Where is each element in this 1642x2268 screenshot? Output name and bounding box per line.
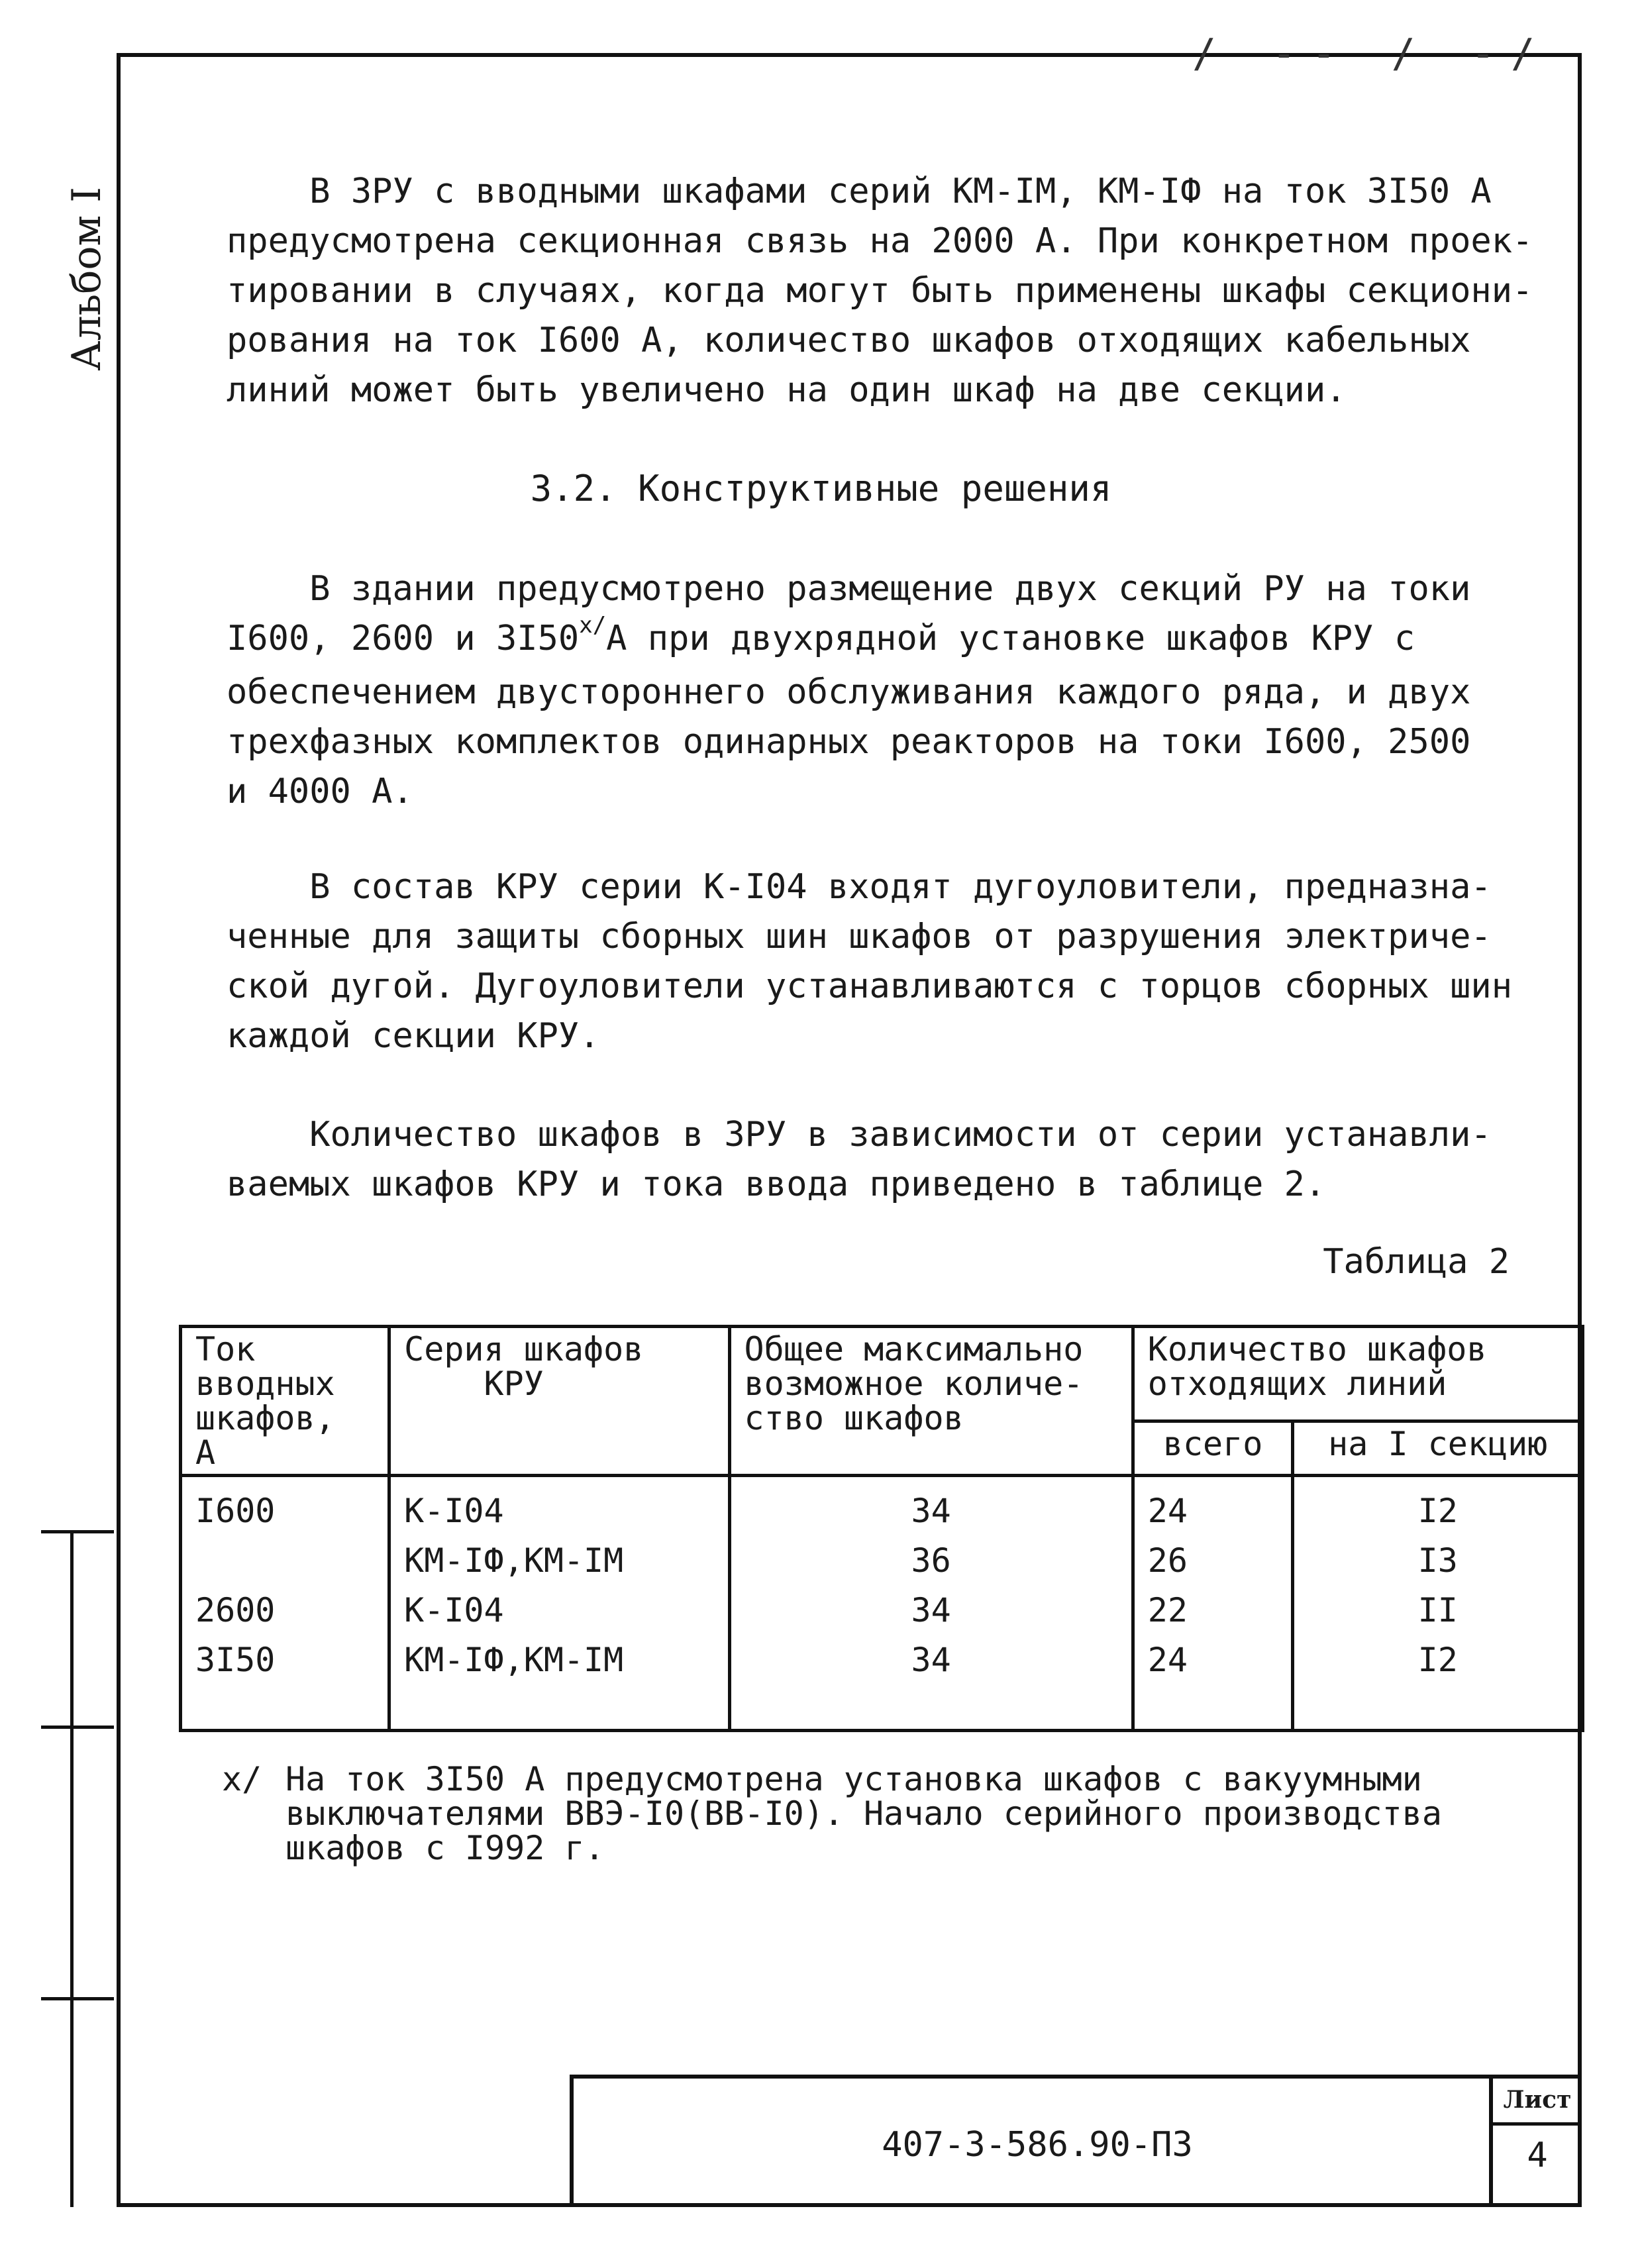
sheet-label: Лист [1493, 2079, 1582, 2126]
paragraph-section-link: В ЗРУ с вводными шкафами серий КМ-IМ, КМ-IФ на ток 3I50 А предусмотрена секционная связь на 2000 А. При конкретном проек- тировании в случаях, когда могут быть применены шкафы секциони- рования на ток I600 А, количество шкафов отходящих кабельных линий может быть увеличено на один шкаф на две секции. [227, 172, 1533, 410]
section-heading: 3.2. Конструктивные решения [530, 468, 1112, 509]
document-code: 407-3-586.90-ПЗ [882, 2125, 1193, 2165]
header-outgoing: Количество шкафов отходящих линий [1133, 1327, 1582, 1421]
paragraph-building [227, 564, 1531, 817]
album-side-label: Альбом I [64, 187, 110, 371]
header-total: Общее максимально возможное количе- ство шкафов [729, 1327, 1133, 1476]
paragraph-table-intro: Количество шкафов в ЗРУ в зависимости от серии устанавли- ваемых шкафов КРУ и тока ввода приведено в таблице 2. [227, 1115, 1492, 1204]
side-stamp-row [41, 1997, 114, 2000]
paragraph-building-line2-pre: I600, 2600 и 3I50 [227, 619, 580, 658]
side-stamp-row [41, 1726, 114, 1729]
sheet-box [1489, 2079, 1582, 2207]
column-current: I600 2600 3I50 [181, 1476, 389, 1731]
paragraph-building-line2-post: А при двухрядной установке шкафов КРУ с [606, 619, 1415, 658]
paragraph-building-rest: обеспечением двустороннего обслуживания каждого ряда, и двух трехфазных комплектов одинарных реакторов на токи I600, 2500 и 4000 А. [227, 672, 1471, 811]
paragraph-building-line1: В здании предусмотрено размещение двух секций РУ на токи [227, 569, 1471, 609]
side-stamp-divider [70, 1533, 74, 2207]
title-block [570, 2075, 1582, 2207]
footnote-text: На ток 3I50 А предусмотрена установка шкафов с вакуумными выключателями ВВЭ-I0(ВВ-I0). Начало серийного производства шкафов с I992 г. [285, 1760, 1442, 1867]
side-stamp [41, 1530, 114, 2207]
header-series: Серия шкафов КРУ [389, 1327, 729, 1476]
header-current: Ток вводных шкафов, А [181, 1327, 389, 1476]
footnote-reference: х/ [579, 612, 607, 639]
column-per-section: I2 I3 II I2 [1293, 1476, 1583, 1731]
table-caption: Таблица 2 [1323, 1242, 1510, 1282]
header-all: всего [1133, 1421, 1293, 1476]
paragraph-arc-catchers: В состав КРУ серии К-I04 входят дугоуловители, предназна- ченные для защиты сборных шин шкафов от разрушения электриче- ской дугой. Дугоуловители устанавливаются с торцов сборных шин каждой секции КРУ. [227, 867, 1513, 1056]
column-total: 34 36 34 34 [729, 1476, 1133, 1731]
footnote-marker: х/ [222, 1760, 262, 1798]
cabinets-table [179, 1325, 1584, 1732]
sheet-number: 4 [1527, 2136, 1548, 2175]
column-series: К-I04 КМ-IФ,КМ-IМ К-I04 КМ-IФ,КМ-IМ [389, 1476, 729, 1731]
header-per-section: на I секцию [1293, 1421, 1583, 1476]
top-mark: / -- / -/ [1192, 30, 1551, 77]
column-all: 24 26 22 24 [1133, 1476, 1293, 1731]
